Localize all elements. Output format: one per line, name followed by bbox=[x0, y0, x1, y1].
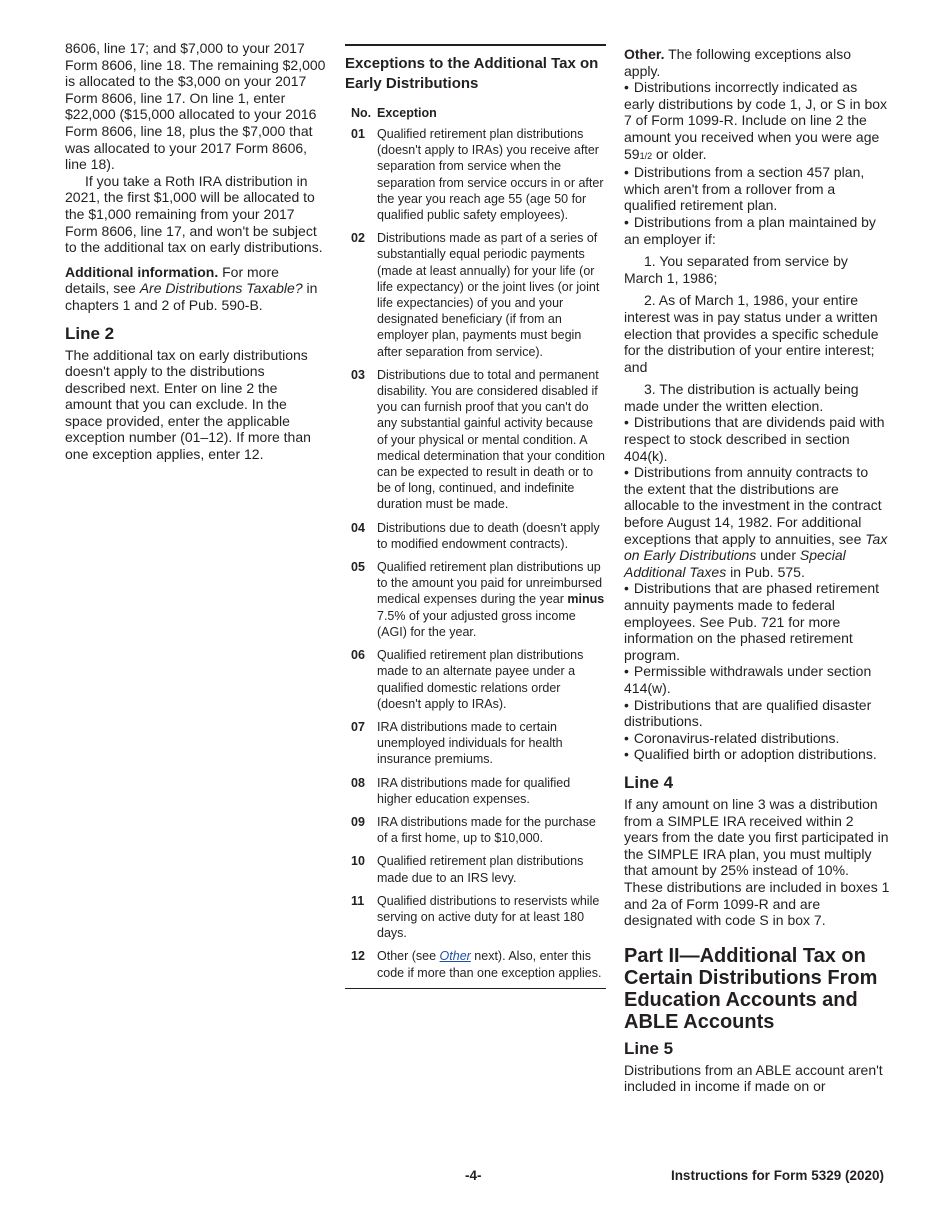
exception-number: 09 bbox=[351, 814, 365, 829]
bullet-text-end: or older. bbox=[655, 145, 707, 162]
exception-text: IRA distributions made for the purchase of a first home, up to $10,000. bbox=[377, 814, 596, 846]
additional-information-text-end: in chapters 1 and 2 of Pub. 590-B. bbox=[65, 280, 318, 313]
bullet-item: • Distributions from a section 457 plan, which aren't from a rollover from a qualified retirement plan. bbox=[624, 164, 890, 214]
exception-number: 12 bbox=[351, 949, 365, 964]
exception-row bbox=[345, 126, 606, 223]
paragraph-allocation: 8606, line 17; and $7,000 to your 2017 Form 8606, line 18. The remaining $2,000 is allocated to the $3,000 on your 2017 Form 8606, line 17. On line 1, enter $22,000 ($15,000 allocated to your 2016 Form 8606, line 18, plus the $7,000 that was allocated to your 2017 Form 8606, line 18). bbox=[65, 40, 326, 173]
other-intro-text: The following exceptions also apply. bbox=[624, 46, 851, 79]
bullet-item: • Permissible withdrawals under section 414(w). bbox=[624, 663, 890, 696]
exception-row bbox=[345, 367, 606, 513]
additional-information-reference: Are Distributions Taxable? bbox=[139, 280, 303, 297]
exception-number: 10 bbox=[351, 854, 365, 869]
exception-text: Qualified retirement plan distributions made to an alternate payee under a qualified domestic relations order (doesn't apply to IRAs). bbox=[377, 648, 584, 711]
numbered-item: 3. The distribution is actually being made under the written election. bbox=[624, 381, 859, 414]
line2-text: The additional tax on early distributions doesn't apply to the distributions described next. Enter on line 2 the amount that you can exclude. In the space provided, enter the applicable exception number (01–12). If more than one exception applies, enter 12. bbox=[65, 346, 311, 463]
exception-text: Distributions made as part of a series of substantially equal periodic payments (made at least annually) for your life (or life expectancy) or the joint lives (or joint life expectancies) of you and your designated beneficiary (if from an employer plan, payments must begin after separation from service). bbox=[377, 231, 600, 359]
bullet-text: Distributions from annuity contracts to the extent that the distributions are allocable to the investment in the contract before August 14, 1982. For additional exceptions that apply to annuities, see bbox=[624, 464, 882, 547]
additional-information bbox=[65, 264, 327, 314]
exception-row bbox=[345, 719, 606, 768]
numbered-item: 2. As of March 1, 1986, your entire interest was in pay status under a written election that provides a specific schedule for the distribution of your entire interest; and bbox=[624, 292, 879, 375]
paragraph-roth-distribution: If you take a Roth IRA distribution in 2021, the first $1,000 will be allocated to the $1,000 remaining from your 2017 Form 8606, line 17, and won't be subject to the additional tax on early distributions. bbox=[65, 172, 323, 256]
header-no: No. bbox=[351, 106, 372, 120]
reference-title: Tax on Early Distributions bbox=[624, 530, 888, 564]
other-intro bbox=[624, 46, 890, 79]
additional-information-text: For more details, see bbox=[65, 263, 279, 297]
reference-title: Special Additional Taxes bbox=[624, 547, 846, 580]
exceptions-header bbox=[345, 106, 606, 120]
exception-text: Qualified retirement plan distributions (doesn't apply to IRAs) you receive after separation from service when the separation from service occurs in or after the year you reach age 55 (age 50 for qualified public safety employees). bbox=[377, 127, 604, 223]
bullet-item: • Distributions that are qualified disaster distributions. bbox=[624, 697, 890, 730]
exception-text: Qualified distributions to reservists while serving on active duty for at least 180 days. bbox=[377, 893, 600, 941]
bullet-item bbox=[624, 464, 890, 580]
footer-form-title: Instructions for Form 5329 (2020) bbox=[670, 1168, 884, 1183]
header-exception: Exception bbox=[377, 106, 437, 120]
bullet-item: • Distributions from a plan maintained by an employer if: bbox=[624, 214, 890, 247]
bullet-item: • Coronavirus-related distributions. bbox=[624, 730, 890, 747]
part2-heading: Part II—Additional Tax on Certain Distributions From Education Accounts and ABLE Accounts bbox=[624, 944, 878, 1033]
exception-row bbox=[345, 853, 606, 885]
right-column bbox=[624, 40, 890, 1095]
exception-row bbox=[345, 559, 606, 640]
bullet-item: • Qualified birth or adoption distributions. bbox=[624, 746, 890, 763]
exception-text: Distributions due to total and permanent disability. You are considered disabled if you can furnish proof that you can't do any substantial gainful activity because of your physical or mental condition. A medical determination that your condition can be expected to result in death or to be of long, continued, and indefinite duration must be made. bbox=[377, 367, 605, 512]
line4-heading: Line 4 bbox=[624, 772, 674, 792]
bullet-text: under bbox=[760, 547, 796, 564]
exception-row bbox=[345, 230, 606, 360]
exception-row bbox=[345, 775, 606, 807]
line4-text: If any amount on line 3 was a distribution from a SIMPLE IRA received within 2 years from the date you first participated in the SIMPLE IRA plan, you must multiply that amount by 25% instead of 10%. These distributions are included in boxes 1 and 2a of Form 1099-R and are designated with code S in box 7. bbox=[624, 795, 890, 929]
exception-text-part: 7.5% of your adjusted gross income (AGI) for the year. bbox=[377, 608, 576, 639]
exception-text: IRA distributions made to certain unemployed individuals for health insurance premiums. bbox=[377, 719, 563, 767]
bullet-item: • Distributions that are phased retirement annuity payments made to federal employees. See Pub. 721 for more information on the phased retirement program. bbox=[624, 580, 890, 663]
exception-number: 02 bbox=[351, 231, 365, 246]
bullet-text: Distributions incorrectly indicated as early distributions by code 1, J, or S in box 7 of Form 1099-R. Include on line 2 the amount you received when you were age 59 bbox=[624, 79, 888, 162]
exceptions-title: Exceptions to the Additional Tax on Early Distributions bbox=[345, 55, 599, 92]
exception-number: 05 bbox=[351, 560, 365, 575]
other-label: Other. bbox=[624, 46, 665, 62]
line5-heading: Line 5 bbox=[624, 1038, 674, 1058]
exception-text: Distributions due to death (doesn't apply to modified endowment contracts). bbox=[377, 520, 600, 551]
exception-text: IRA distributions made for qualified higher education expenses. bbox=[377, 775, 571, 806]
exception-number: 03 bbox=[351, 367, 365, 382]
exceptions-table bbox=[345, 40, 606, 989]
exception-number: 07 bbox=[351, 719, 365, 734]
bullet-item: • Distributions that are dividends paid with respect to stock described in section 404(k). bbox=[624, 414, 890, 464]
bullet-item bbox=[624, 79, 890, 164]
fraction-text: 1/2 bbox=[639, 150, 653, 161]
bullet-text: in Pub. 575. bbox=[730, 563, 805, 580]
exception-text: Qualified retirement plan distributions made due to an IRS levy. bbox=[377, 854, 584, 885]
exceptions-table-top-rule bbox=[345, 44, 606, 989]
line2-heading: Line 2 bbox=[65, 323, 115, 343]
exception-number: 01 bbox=[351, 127, 365, 141]
exceptions-table-bottom-rule bbox=[345, 988, 606, 989]
exception-text-part: Other (see bbox=[377, 949, 437, 964]
exception-text-bold: minus bbox=[567, 592, 605, 607]
exception-text-part: next). Also, enter this code if more than one exception applies. bbox=[377, 949, 602, 980]
numbered-item: 1. You separated from service by March 1, 1986; bbox=[624, 253, 848, 286]
exception-row bbox=[345, 893, 606, 942]
other-link[interactable]: Other bbox=[439, 949, 471, 964]
exception-number: 04 bbox=[351, 520, 365, 535]
left-column bbox=[65, 40, 327, 463]
exception-row bbox=[345, 520, 606, 552]
additional-information-label: Additional information. bbox=[65, 263, 219, 280]
exception-text bbox=[377, 559, 606, 640]
exception-number: 06 bbox=[351, 648, 365, 663]
exception-text bbox=[377, 948, 606, 980]
line5-text: Distributions from an ABLE account aren't included in income if made on or bbox=[624, 1061, 883, 1095]
page-number: -4- bbox=[465, 1168, 482, 1183]
exception-text-part: Qualified retirement plan distributions up to the amount you paid for unreimbursed medical expenses during the year bbox=[377, 560, 603, 607]
exception-row bbox=[345, 814, 606, 846]
exception-number: 11 bbox=[351, 893, 365, 908]
exception-row bbox=[345, 647, 606, 712]
exception-number: 08 bbox=[351, 775, 365, 790]
exception-row bbox=[345, 948, 606, 980]
